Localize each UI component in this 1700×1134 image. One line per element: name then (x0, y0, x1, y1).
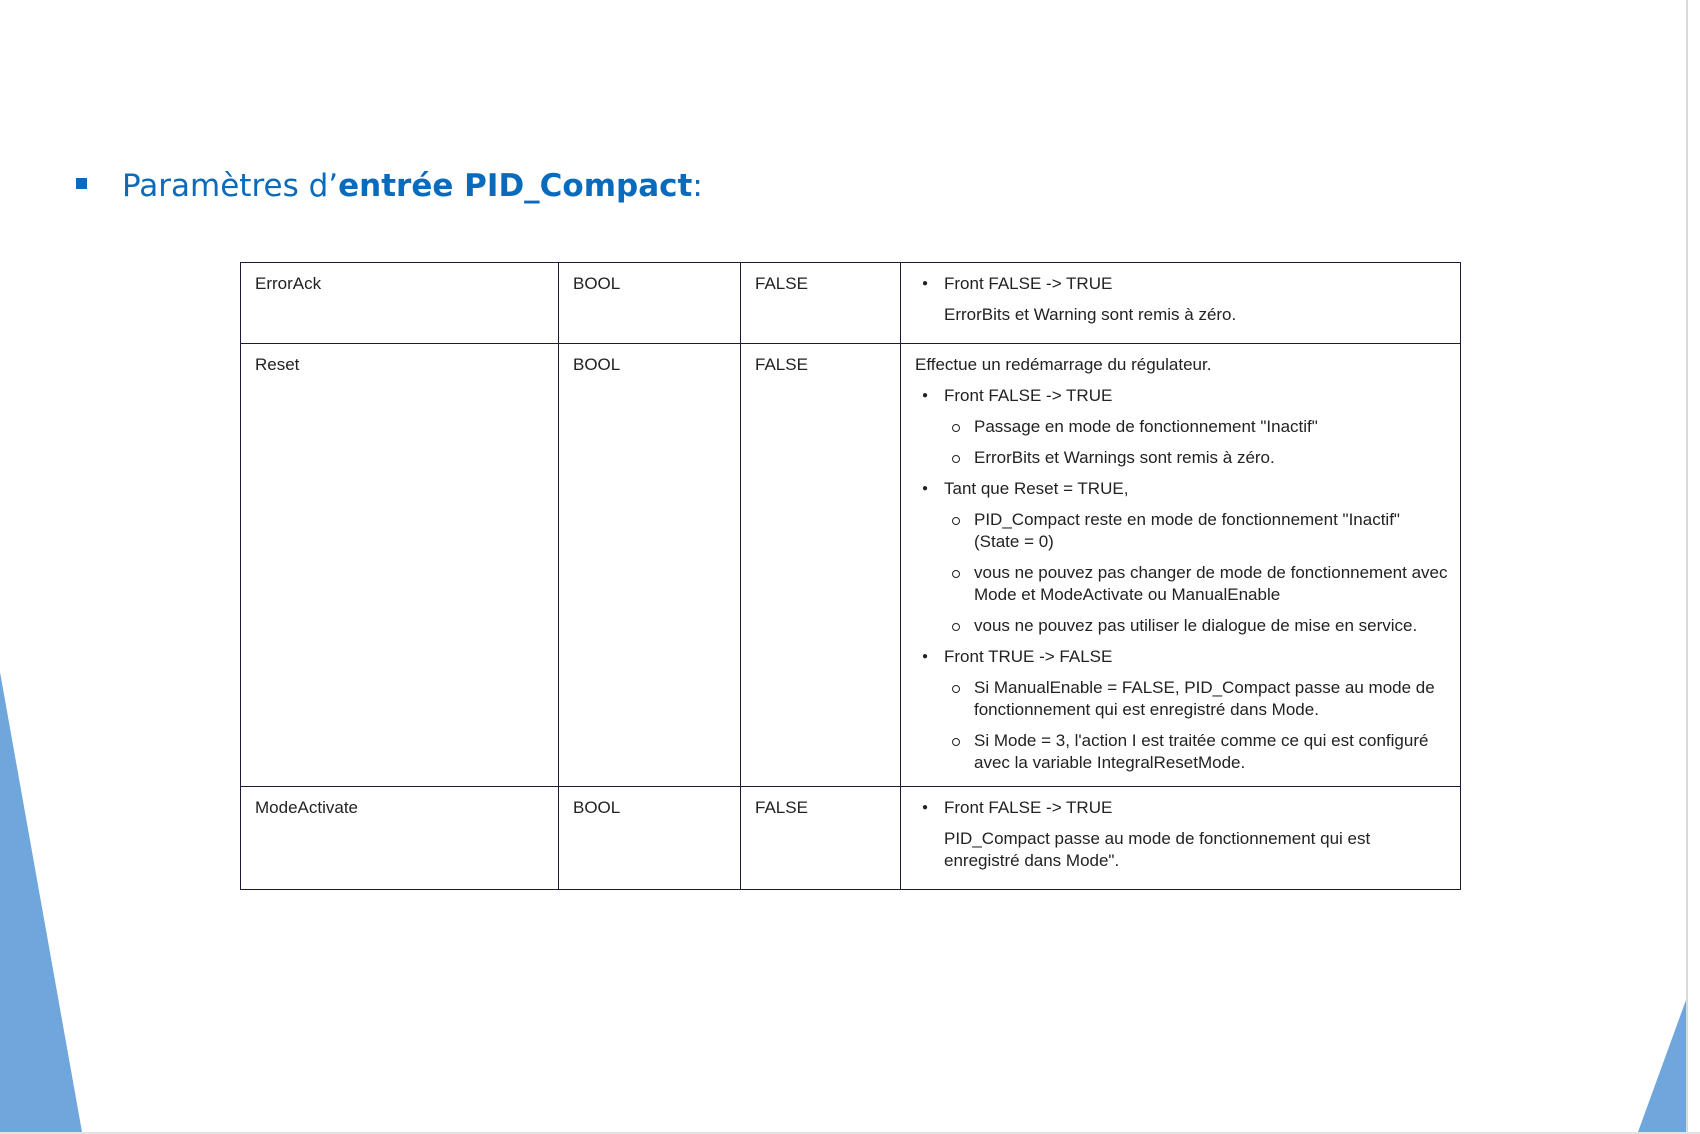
list-item: ● Front FALSE -> TRUE (915, 797, 1448, 819)
right-accent-shape (1638, 1000, 1686, 1132)
sub-list-item: Si ManualEnable = FALSE, PID_Compact passe au mode de fonctionnement qui est enregistré dans Mode. (915, 677, 1448, 721)
param-type: BOOL (559, 344, 741, 787)
param-description (901, 344, 1461, 787)
slide-right-border (1686, 0, 1688, 1134)
sub-list-item: ErrorBits et Warnings sont remis à zéro. (915, 447, 1448, 469)
sub-list-item: Si Mode = 3, l'action I est traitée comme ce qui est configuré avec la variable IntegralResetMode. (915, 730, 1448, 774)
param-name: ErrorAck (241, 263, 559, 344)
description-text: ErrorBits et Warning sont remis à zéro. (944, 305, 1237, 324)
description-text: PID_Compact passe au mode de fonctionnement qui est enregistré dans Mode". (944, 829, 1371, 870)
heading-prefix: Paramètres d’ (122, 168, 339, 204)
list-item: ● Front FALSE -> TRUE (915, 273, 1448, 295)
sub-list-item: vous ne pouvez pas changer de mode de fonctionnement avec Mode et ModeActivate ou ManualEnable (915, 562, 1448, 606)
list-item: ● Front FALSE -> TRUE (915, 385, 1448, 407)
list-item: ● Tant que Reset = TRUE, (915, 478, 1448, 500)
param-default: FALSE (741, 344, 901, 787)
param-description (901, 787, 1461, 890)
param-default: FALSE (741, 263, 901, 344)
param-name: ModeActivate (241, 787, 559, 890)
table-row (241, 787, 1461, 890)
parameters-table (240, 262, 1461, 890)
left-accent-shape (0, 672, 82, 1132)
list-item: ● Front TRUE -> FALSE (915, 646, 1448, 668)
table-row (241, 263, 1461, 344)
param-name: Reset (241, 344, 559, 787)
description-text: Effectue un redémarrage du régulateur. (915, 355, 1212, 374)
square-bullet-icon (76, 178, 87, 189)
param-default: FALSE (741, 787, 901, 890)
sub-list-item: vous ne pouvez pas utiliser le dialogue de mise en service. (915, 615, 1448, 637)
heading-suffix: : (692, 168, 703, 204)
heading-bold: entrée PID_Compact (338, 168, 693, 204)
table-row (241, 344, 1461, 787)
sub-list-item: Passage en mode de fonctionnement "Inactif" (915, 416, 1448, 438)
param-description (901, 263, 1461, 344)
param-type: BOOL (559, 263, 741, 344)
sub-list-item: PID_Compact reste en mode de fonctionnement "Inactif" (State = 0) (915, 509, 1448, 553)
slide-heading (76, 168, 703, 204)
param-type: BOOL (559, 787, 741, 890)
